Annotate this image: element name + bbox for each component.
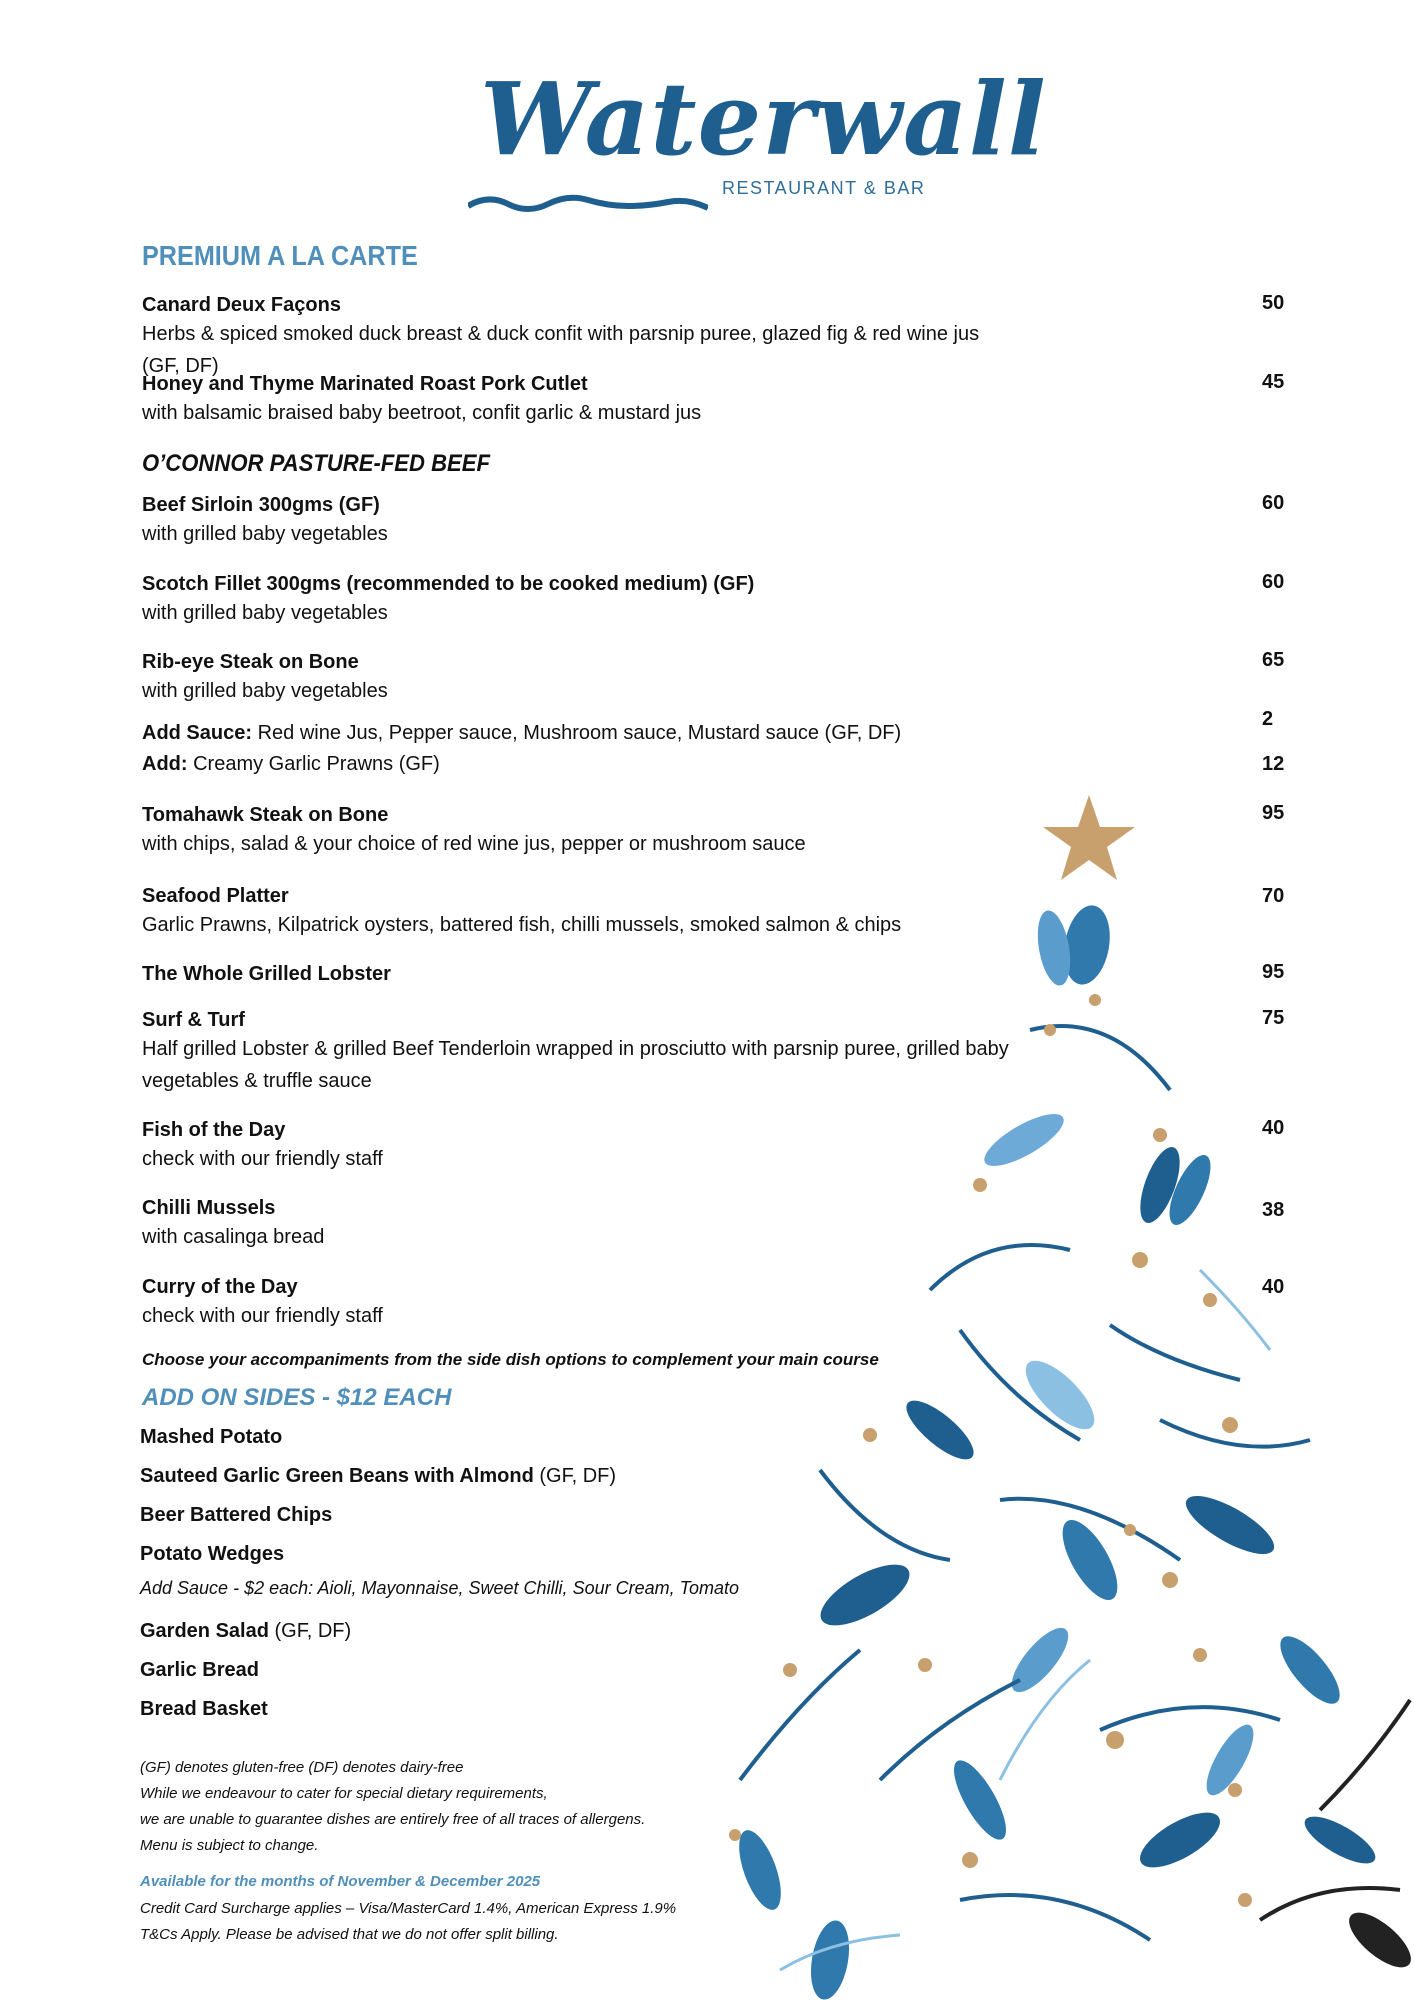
item-price: 50 <box>1262 292 1285 314</box>
add-prawns-text: Creamy Garlic Prawns (GF) <box>187 753 440 775</box>
menu-item <box>142 571 1292 629</box>
add-sauce-label: Add Sauce: <box>142 722 253 744</box>
side-item <box>140 1426 282 1449</box>
item-name: Fish of the Day <box>142 1119 286 1141</box>
item-price: 65 <box>1262 649 1285 671</box>
item-price: 70 <box>1262 885 1285 907</box>
item-price: 95 <box>1262 961 1285 983</box>
item-desc: with grilled baby vegetables <box>142 523 388 545</box>
side-name: Garlic Bread <box>140 1659 259 1681</box>
footer-surcharge <box>140 1896 780 1948</box>
item-name: Honey and Thyme Marinated Roast Pork Cutlet <box>142 373 588 395</box>
footer-line: we are unable to guarantee dishes are entirely free of all traces of allergens. <box>140 1811 646 1828</box>
side-item <box>140 1504 332 1527</box>
item-name: Surf & Turf <box>142 1009 245 1031</box>
accompaniment-note: Choose your accompaniments from the side dish options to complement your main course <box>142 1350 879 1369</box>
menu-item <box>142 1007 1292 1097</box>
item-desc: Herbs & spiced smoked duck breast & duck confit with parsnip puree, glazed fig & red wine jus (GF, DF) <box>142 323 980 377</box>
item-price: 60 <box>1262 571 1285 593</box>
side-item <box>140 1465 616 1488</box>
item-name: Curry of the Day <box>142 1276 298 1298</box>
item-desc: Half grilled Lobster & grilled Beef Tenderloin wrapped in prosciutto with parsnip puree, grilled baby vegetables & truffle sauce <box>142 1038 1009 1092</box>
footer-line: Menu is subject to change. <box>140 1837 319 1854</box>
add-prawns-line <box>142 753 440 776</box>
add-sauce-line <box>142 722 901 745</box>
item-desc: with grilled baby vegetables <box>142 602 388 624</box>
footer-line: While we endeavour to cater for special dietary requirements, <box>140 1785 548 1802</box>
add-sauce-price: 2 <box>1262 708 1274 730</box>
add-prawns-label: Add: <box>142 753 188 775</box>
item-price: 38 <box>1262 1199 1285 1221</box>
menu-item <box>142 649 1292 707</box>
item-desc: with balsamic braised baby beetroot, confit garlic & mustard jus <box>142 402 702 424</box>
footer-notes <box>140 1755 780 1859</box>
menu-item <box>142 1274 1292 1332</box>
side-name: Beer Battered Chips <box>140 1504 333 1526</box>
logo-subtitle: RESTAURANT & BAR <box>722 178 926 198</box>
item-desc: with grilled baby vegetables <box>142 680 388 702</box>
item-desc: with casalinga bread <box>142 1226 325 1248</box>
item-name: Seafood Platter <box>142 885 289 907</box>
item-desc: check with our friendly staff <box>142 1305 383 1327</box>
footer-line: Credit Card Surcharge applies – Visa/MasterCard 1.4%, American Express 1.9% <box>140 1900 677 1917</box>
wave-icon <box>468 188 708 218</box>
side-name: Sauteed Garlic Green Beans with Almond <box>140 1465 534 1487</box>
item-name: The Whole Grilled Lobster <box>142 963 391 985</box>
sides-title: ADD ON SIDES - $12 EACH <box>142 1384 452 1411</box>
menu-item <box>142 371 1292 429</box>
menu-item <box>142 802 1292 860</box>
side-name: Mashed Potato <box>140 1426 283 1448</box>
menu-item <box>142 492 1292 550</box>
item-price: 40 <box>1262 1276 1285 1298</box>
side-name: Potato Wedges <box>140 1543 285 1565</box>
restaurant-logo <box>460 60 1047 210</box>
beef-section-title: O’CONNOR PASTURE-FED BEEF <box>142 450 490 477</box>
item-price: 40 <box>1262 1117 1285 1139</box>
item-name: Canard Deux Façons <box>142 294 341 316</box>
add-sauce-text: Red wine Jus, Pepper sauce, Mushroom sauce, Mustard sauce (GF, DF) <box>252 722 902 744</box>
menu-item <box>142 1117 1292 1175</box>
side-name: Garden Salad <box>140 1620 269 1642</box>
menu-item <box>142 292 1292 382</box>
side-item <box>140 1698 268 1721</box>
side-name: Bread Basket <box>140 1698 268 1720</box>
menu-item <box>142 961 1292 987</box>
side-extra: (GF, DF) <box>533 1465 617 1487</box>
footer-line: (GF) denotes gluten-free (DF) denotes dairy-free <box>140 1759 464 1776</box>
item-name: Beef Sirloin 300gms (GF) <box>142 494 380 516</box>
item-price: 75 <box>1262 1007 1285 1029</box>
footer-line: T&Cs Apply. Please be advised that we do not offer split billing. <box>140 1926 559 1943</box>
item-desc: with chips, salad & your choice of red wine jus, pepper or mushroom sauce <box>142 833 806 855</box>
side-item <box>140 1659 259 1682</box>
side-item <box>140 1620 351 1643</box>
item-price: 95 <box>1262 802 1285 824</box>
item-name: Scotch Fillet 300gms (recommended to be cooked medium) (GF) <box>142 573 755 595</box>
side-extra: (GF, DF) <box>268 1620 352 1642</box>
item-name: Tomahawk Steak on Bone <box>142 804 389 826</box>
add-prawns-price: 12 <box>1262 753 1285 775</box>
item-desc: Garlic Prawns, Kilpatrick oysters, battered fish, chilli mussels, smoked salmon & chips <box>142 914 902 936</box>
logo-wordmark: Waterwall <box>480 60 1047 178</box>
section-title: PREMIUM A LA CARTE <box>142 240 418 271</box>
item-desc: check with our friendly staff <box>142 1148 383 1170</box>
item-price: 45 <box>1262 371 1285 393</box>
item-price: 60 <box>1262 492 1285 514</box>
item-name: Rib-eye Steak on Bone <box>142 651 359 673</box>
menu-item <box>142 1195 1292 1253</box>
menu-item <box>142 883 1292 941</box>
sides-sauce-note: Add Sauce - $2 each: Aioli, Mayonnaise, Sweet Chilli, Sour Cream, Tomato <box>140 1578 739 1598</box>
item-name: Chilli Mussels <box>142 1197 276 1219</box>
availability-note: Available for the months of November & December 2025 <box>140 1873 541 1890</box>
side-item <box>140 1543 284 1566</box>
